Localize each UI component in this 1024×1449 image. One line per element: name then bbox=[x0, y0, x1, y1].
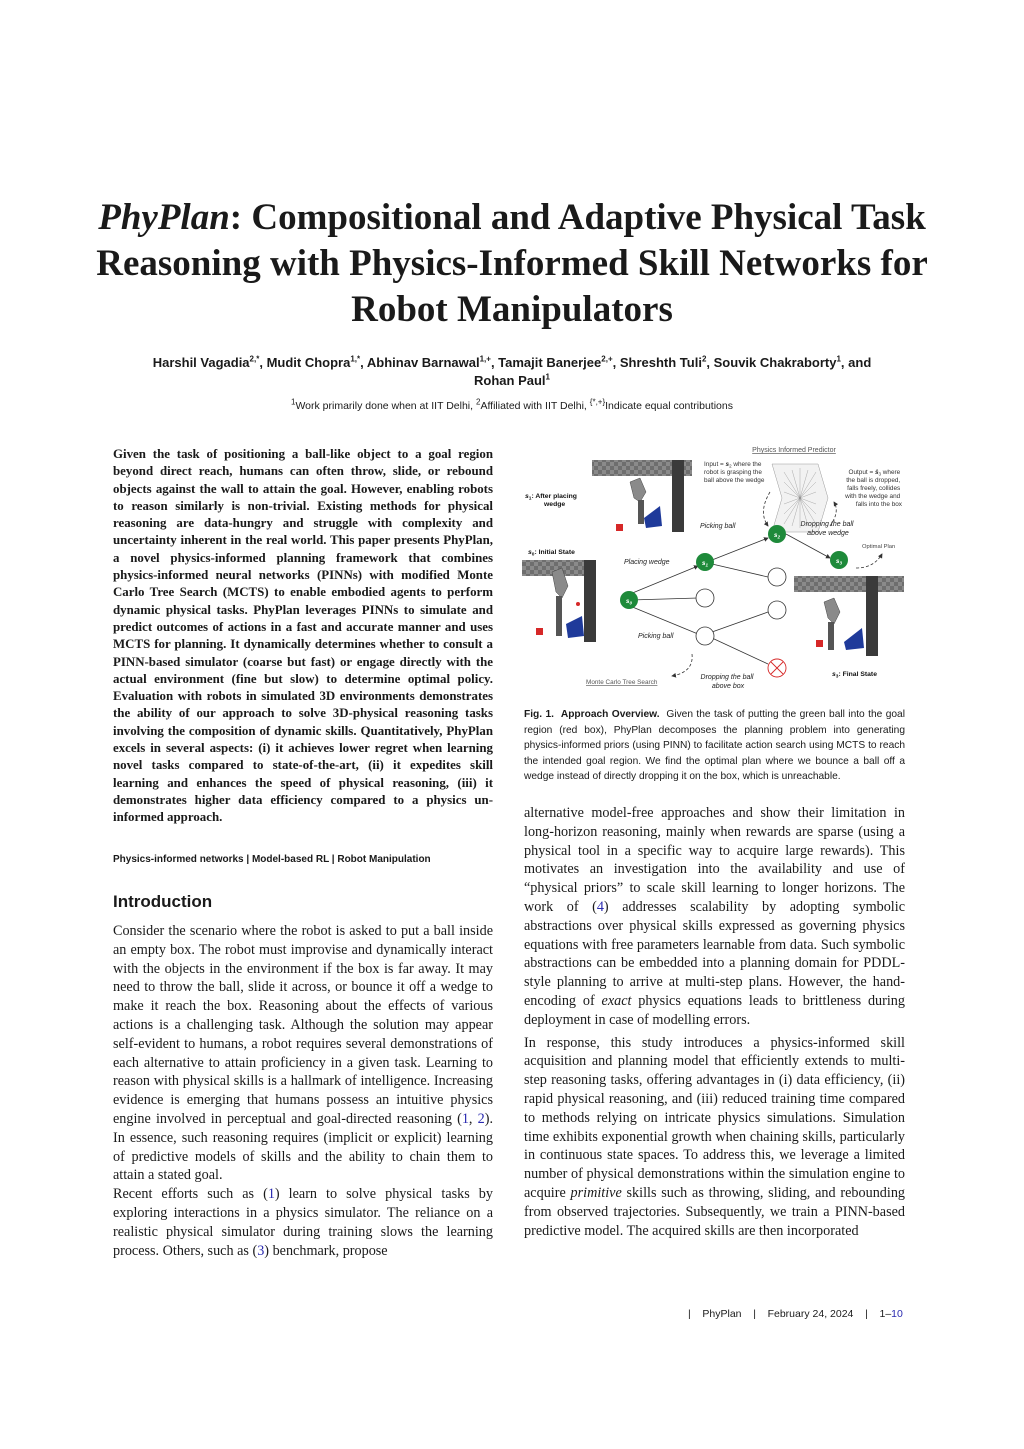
right-column-text bbox=[524, 804, 905, 1240]
mcts-nodes bbox=[620, 525, 848, 677]
input-label: Input = $s_2$ where the robot is grasping the ball above the wedge bbox=[704, 461, 765, 484]
author-name: Shreshth Tuli bbox=[619, 355, 702, 370]
text-run: Consider the scenario where the robot is asked to put a ball inside an empty box. The robot must improvise and dynamically interact with the objects in the environment if the box is far away. It may need to throw the ball, slide it across, or bounce it off a wedge to make it reach the box. Reasoning about the effects of various actions is a challenging task. Although the solution may appear self-evident to humans, a robot requires several demonstrations of each alternative to attain proficiency in a given task. Learning to reason with physical skills is a hallmark of intelligence. Increasing evidence is emerging that humans possess an intuitive physics engine involved in perceptual and goal-directed reasoning ( bbox=[113, 923, 493, 1127]
title-italic: PhyPlan bbox=[98, 197, 230, 238]
edge-label-picking-top: Picking ball bbox=[700, 523, 736, 530]
author-name: Mudit Chopra bbox=[266, 355, 351, 370]
footer-pages: 1– bbox=[879, 1308, 892, 1320]
footer-date: February 24, 2024 bbox=[767, 1308, 854, 1320]
author-name: Rohan Paul bbox=[474, 373, 546, 388]
paper-title bbox=[96, 195, 928, 333]
goal-box bbox=[616, 524, 623, 531]
scene-s3-label: $s_3$: Final State bbox=[832, 671, 877, 680]
title-rest: : Compositional and Adaptive Physical Task Reasoning with Physics-Informed Skill Networks for Robot Manipulators bbox=[96, 197, 928, 330]
edge-label-placing-wedge: Placing wedge bbox=[624, 559, 670, 566]
footer-sep: | bbox=[753, 1308, 756, 1320]
text-run: skills such as throwing, sliding, and rebounding from observed trajectories. Subsequently, we train a PINN-based predictive model. The acquired skills are then incorporated bbox=[524, 1184, 906, 1239]
svg-text:s1: $s_1$ bbox=[701, 560, 709, 568]
footer-sep: | bbox=[688, 1308, 691, 1320]
author-mark: 1 bbox=[836, 354, 841, 364]
citation-link[interactable]: 3 bbox=[257, 1242, 265, 1259]
text-run: ) learn to solve physical tasks by exploring interactions in a physics simulator. The reliance on a realistic physical simulator during training slows the learning process. Others, such as ( bbox=[113, 1186, 493, 1259]
paragraph bbox=[113, 922, 493, 1185]
affil-text: Indicate equal contributions bbox=[605, 400, 733, 412]
author-name: Souvik Chakraborty bbox=[713, 355, 837, 370]
author-mark: 1,* bbox=[350, 354, 361, 364]
author-name: Harshil Vagadia bbox=[152, 355, 250, 370]
scene-s0-label: $s_0$: Initial State bbox=[528, 549, 575, 558]
paragraph bbox=[524, 804, 905, 1030]
affil-text: Work primarily done when at IIT Delhi, bbox=[295, 400, 474, 412]
text-run: ) benchmark, propose bbox=[264, 1242, 388, 1259]
affil-mark: 2 bbox=[475, 397, 481, 407]
predictor-title: Physics Informed Predictor bbox=[752, 447, 836, 454]
caption-text: Given the task of putting the green ball into the goal region (red box), PhyPlan decomposes the planning problem into generating physics-informed priors (using PINN) to facilitate action search using MCTS to reach the intended goal region. We find the optimal plan where we bounce a ball off a wedge instead of directly dropping it on the box, which is unreachable. bbox=[524, 709, 905, 782]
svg-text:s2: $s_2$ bbox=[773, 532, 781, 540]
affil-mark: {*,+} bbox=[589, 397, 606, 407]
text-run: primitive bbox=[570, 1184, 622, 1201]
text-run: , bbox=[468, 1110, 478, 1127]
author-name: Abhinav Barnawal bbox=[366, 355, 480, 370]
text-run: ) addresses scalability by adopting symbolic abstractions over physical skills expressed as governing physics equations with free parameters learnable from data. Such symbolic abstractions can be embedded into a planning domain for PDDL-style planning to arrive at multi-step plans. However, the hand-encoding of bbox=[524, 898, 905, 1009]
author-mark: 1,+ bbox=[479, 354, 491, 364]
text-run: exact bbox=[601, 992, 632, 1009]
caption-label: Fig. 1. bbox=[524, 709, 555, 720]
affil-text: Affiliated with IIT Delhi, bbox=[480, 400, 587, 412]
scene-after-wedge-image bbox=[592, 460, 692, 532]
edge-label-drop-box: Dropping the ball above box bbox=[700, 674, 754, 690]
output-label: Output = $ŝ_3$ where the ball is dropped, falls freely, collides with the wedge and falls into the box bbox=[845, 469, 902, 508]
svg-text:s0: $s_0$ bbox=[625, 598, 633, 606]
optimal-plan-label: Optimal Plan bbox=[862, 544, 896, 550]
mcts-title: Monte Carlo Tree Search bbox=[586, 679, 658, 686]
approach-figure bbox=[522, 442, 910, 698]
author-name: Tamajit Banerjee bbox=[498, 355, 602, 370]
affil-mark: 1 bbox=[291, 397, 296, 407]
edge-label-picking-bottom: Picking ball bbox=[638, 633, 674, 640]
edge-label-drop-wedge: Dropping the ball above wedge bbox=[800, 521, 854, 537]
author-mark: 2 bbox=[701, 354, 707, 364]
text-run: Recent efforts such as ( bbox=[113, 1186, 268, 1203]
author-mark: 2,+ bbox=[601, 354, 613, 364]
footer-name: PhyPlan bbox=[702, 1308, 742, 1320]
author-mark: 1 bbox=[545, 372, 550, 382]
paragraph bbox=[524, 1034, 905, 1241]
scene-s1-label: $s_1$: After placing wedge bbox=[525, 493, 577, 508]
citation-link[interactable]: 1 bbox=[461, 1110, 469, 1127]
citation-link[interactable]: 1 bbox=[267, 1186, 275, 1203]
svg-text:s3: $s_3$ bbox=[835, 558, 843, 566]
section-heading: Introduction bbox=[113, 892, 213, 911]
citation-link[interactable]: 4 bbox=[596, 898, 604, 915]
footer-sep: | bbox=[865, 1308, 868, 1320]
author-mark: 2,* bbox=[249, 354, 260, 364]
affiliations bbox=[110, 397, 914, 412]
scene-initial-image bbox=[522, 560, 596, 642]
text-run: ). In essence, such reasoning requires (implicit or explicit) learning of predictive models of skills and the ability to chain them to attain a stated goal. bbox=[113, 1110, 493, 1184]
scene-final-image bbox=[794, 576, 904, 656]
caption-title: Approach Overview. bbox=[560, 709, 660, 720]
abstract: Given the task of positioning a ball-like object to a goal region beyond direct reach, humans can often throw, slide, or rebound objects against the wall to attain the goal. However, enabling robots to reason similarly is non-trivial. Existing methods for physical reasoning are data-hungry and struggle with complexity and uncertainty inherent in the real world. This paper presents PhyPlan, a novel physics-informed planning framework that combines physics-informed neural networks (PINNs) with modified Monte Carlo Tree Search (MCTS) to enable embodied agents to perform dynamic physical tasks. PhyPlan leverages PINNs to simulate and predict outcomes of actions in a fast and accurate manner and uses MCTS for planning. It dynamically determines whether to consult a PINN-based simulator (coarse but fast) or engage directly with the actual environment (fine but slow) to determine optimal policy. Evaluation with robots in simulated 3D environments demonstrates the ability of our approach to solve 3D-physical reasoning tasks involving the composition of dynamic skills. Quantitatively, PhyPlan excels in several aspects: (i) it achieves lower regret when learning novel tasks compared to state-of-the-art, (ii) it expedites skill learning and enhances the speed of physical reasoning, (iii) it demonstrates higher data efficiency compared to a physics un-informed approach. bbox=[113, 447, 493, 825]
author-list: Harshil Vagadia$^{2,*}$, Mudit Chopra$^{1,*}$, Abhinav Barnawal$^{1,+}$, Tamajit Banerjee$^{2,+}$, Shreshth Tuli$^2$, Souvik Chakraborty$^1$, and Rohan Paul$^1$ bbox=[152, 354, 872, 388]
keywords: Physics-informed networks | Model-based RL | Robot Manipulation bbox=[113, 854, 431, 865]
text-run: In response, this study introduces a physics-informed skill acquisition and planning model that efficiently extends to multi-step reasoning tasks, offering advantages in (i) data efficiency, (ii) rapid physical reasoning, and (iii) reduced training time compared to methods relying on intricate physics simulations. Simulation time exhibits exponential growth when chaining skills, particularly in continuous state spaces. To address this, we leverage a limited number of physical demonstrations within the simulation engine to acquire bbox=[524, 1034, 905, 1201]
intro-text bbox=[113, 922, 493, 1260]
page-footer bbox=[688, 1308, 903, 1320]
figure-caption bbox=[524, 707, 905, 785]
footer-last-page-link[interactable]: 10 bbox=[891, 1308, 903, 1320]
text-run: physics equations leads to brittleness during deployment in case of modelling errors. bbox=[524, 992, 905, 1028]
text-run: alternative model-free approaches and show their limitation in long-horizon reasoning, mainly when rewards are sparse (using a physical tool in a specific way to acquire large rewards). This motivates an investigation into the availability and use of “physical priors” to scale skill learning to longer horizons. The work of ( bbox=[524, 805, 905, 915]
citation-link[interactable]: 2 bbox=[477, 1110, 485, 1127]
paragraph bbox=[113, 1185, 493, 1260]
